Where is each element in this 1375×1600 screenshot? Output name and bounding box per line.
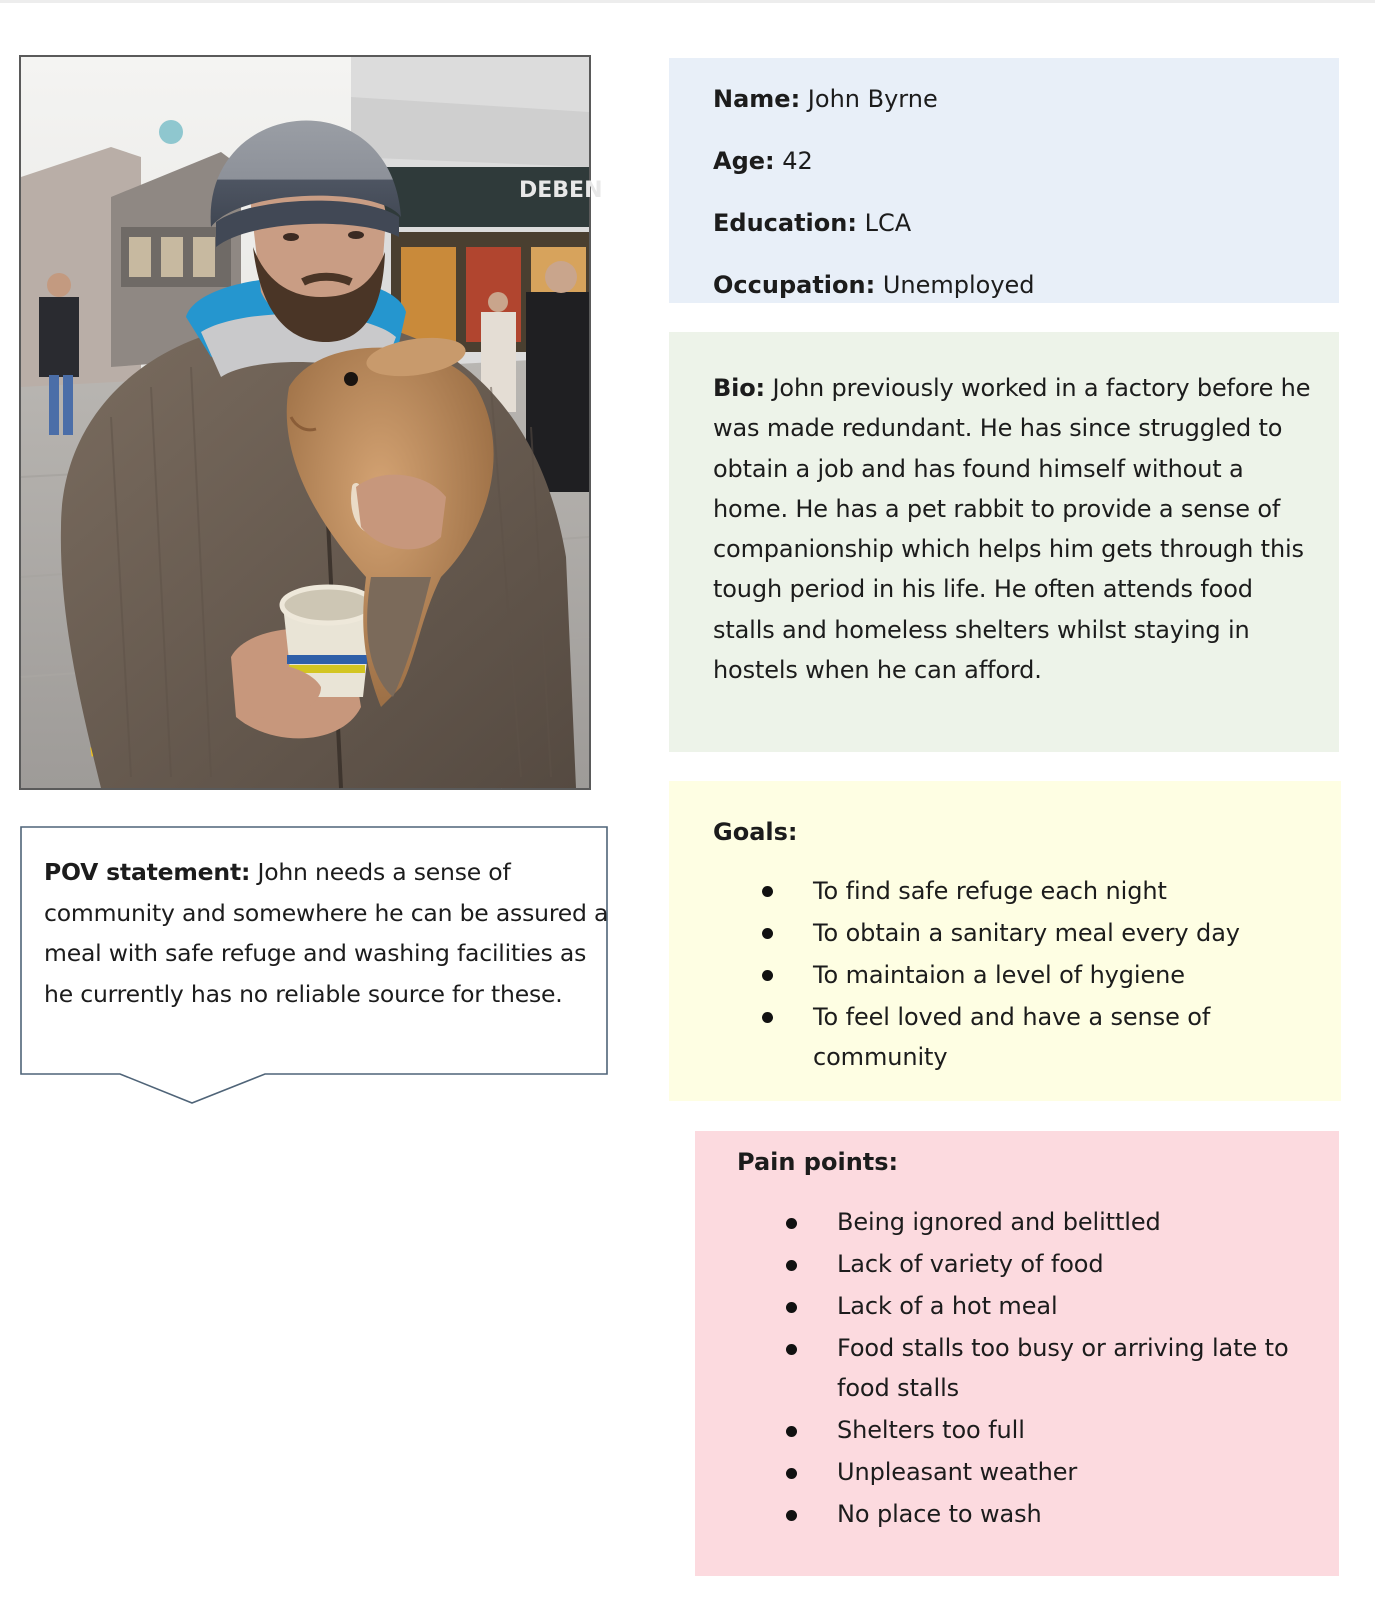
pain-points-card: [695, 1131, 1339, 1576]
age-label: Age:: [713, 147, 775, 175]
profile-card: [669, 58, 1339, 303]
bullet-icon: [786, 1260, 797, 1271]
bio-card: [669, 332, 1339, 752]
bio-label: Bio:: [713, 374, 766, 402]
bullet-icon: [762, 1012, 773, 1023]
goals-list: [713, 871, 1321, 1077]
bullet-icon: [786, 1426, 797, 1437]
top-rule: [0, 0, 1375, 3]
pain-point-text: Food stalls too busy or arriving late to food stalls: [837, 1334, 1289, 1402]
education-label: Education:: [713, 209, 857, 237]
bio-text: John previously worked in a factory before he was made redundant. He has since struggled to obtain a job and has found himself without a home. He has a pet rabbit to provide a sense of companionship which helps him gets through this tough period in his life. He often attends food stalls and homeless shelters whilst staying in hostels when he can afford.: [713, 374, 1311, 685]
goal-text: To obtain a sanitary meal every day: [813, 919, 1240, 947]
occupation-label: Occupation:: [713, 271, 876, 299]
list-item: [737, 1287, 1319, 1327]
pov-label: POV statement:: [44, 858, 251, 886]
pain-point-text: Lack of a hot meal: [837, 1292, 1058, 1320]
list-item: [737, 1495, 1319, 1535]
goal-text: To find safe refuge each night: [813, 877, 1167, 905]
goals-card: [669, 781, 1341, 1101]
persona-photo-illustration: [21, 57, 603, 788]
pain-point-text: Unpleasant weather: [837, 1457, 1078, 1486]
pain-points-list: [737, 1203, 1319, 1534]
bullet-icon: [786, 1302, 797, 1313]
bullet-icon: [762, 928, 773, 939]
pov-statement: [44, 852, 610, 1014]
age-field: [713, 130, 1339, 192]
name-field: [713, 68, 1339, 130]
pain-point-text: Shelters too full: [837, 1415, 1025, 1444]
pain-points-heading: Pain points:: [737, 1148, 899, 1176]
name-value: John Byrne: [800, 85, 938, 113]
education-field: [713, 192, 1339, 254]
list-item: [737, 1411, 1319, 1451]
pov-callout: [20, 826, 620, 1081]
bullet-icon: [786, 1468, 797, 1479]
pov-text: John needs a sense of community and somewhere he can be assured a meal with safe refuge and washing facilities as he currently has no reliable source for these.: [44, 858, 609, 1008]
occupation-value: Unemployed: [875, 271, 1035, 299]
list-item: [713, 871, 1321, 911]
goal-text: To maintaion a level of hygiene: [813, 961, 1185, 989]
bullet-icon: [786, 1218, 797, 1229]
bullet-icon: [762, 886, 773, 897]
goal-text: To feel loved and have a sense of community: [813, 1003, 1211, 1071]
education-value: LCA: [856, 209, 912, 237]
list-item: [737, 1203, 1319, 1243]
persona-photo: [19, 55, 603, 790]
name-label: Name:: [713, 85, 801, 113]
pain-point-text: Being ignored and belittled: [837, 1208, 1161, 1236]
occupation-field: [713, 254, 1339, 316]
storefront-sign: DEBEN: [519, 178, 603, 203]
pain-point-text: No place to wash: [837, 1499, 1042, 1528]
goals-heading: Goals:: [713, 818, 798, 846]
list-item: [713, 913, 1321, 953]
list-item: [713, 955, 1321, 995]
list-item: [737, 1453, 1319, 1493]
bullet-icon: [786, 1344, 797, 1355]
list-item: [737, 1329, 1319, 1408]
pain-point-text: Lack of variety of food: [837, 1250, 1104, 1278]
bullet-icon: [762, 970, 773, 981]
list-item: [713, 997, 1321, 1077]
bullet-icon: [786, 1510, 797, 1521]
age-value: 42: [774, 147, 813, 175]
list-item: [737, 1245, 1319, 1285]
